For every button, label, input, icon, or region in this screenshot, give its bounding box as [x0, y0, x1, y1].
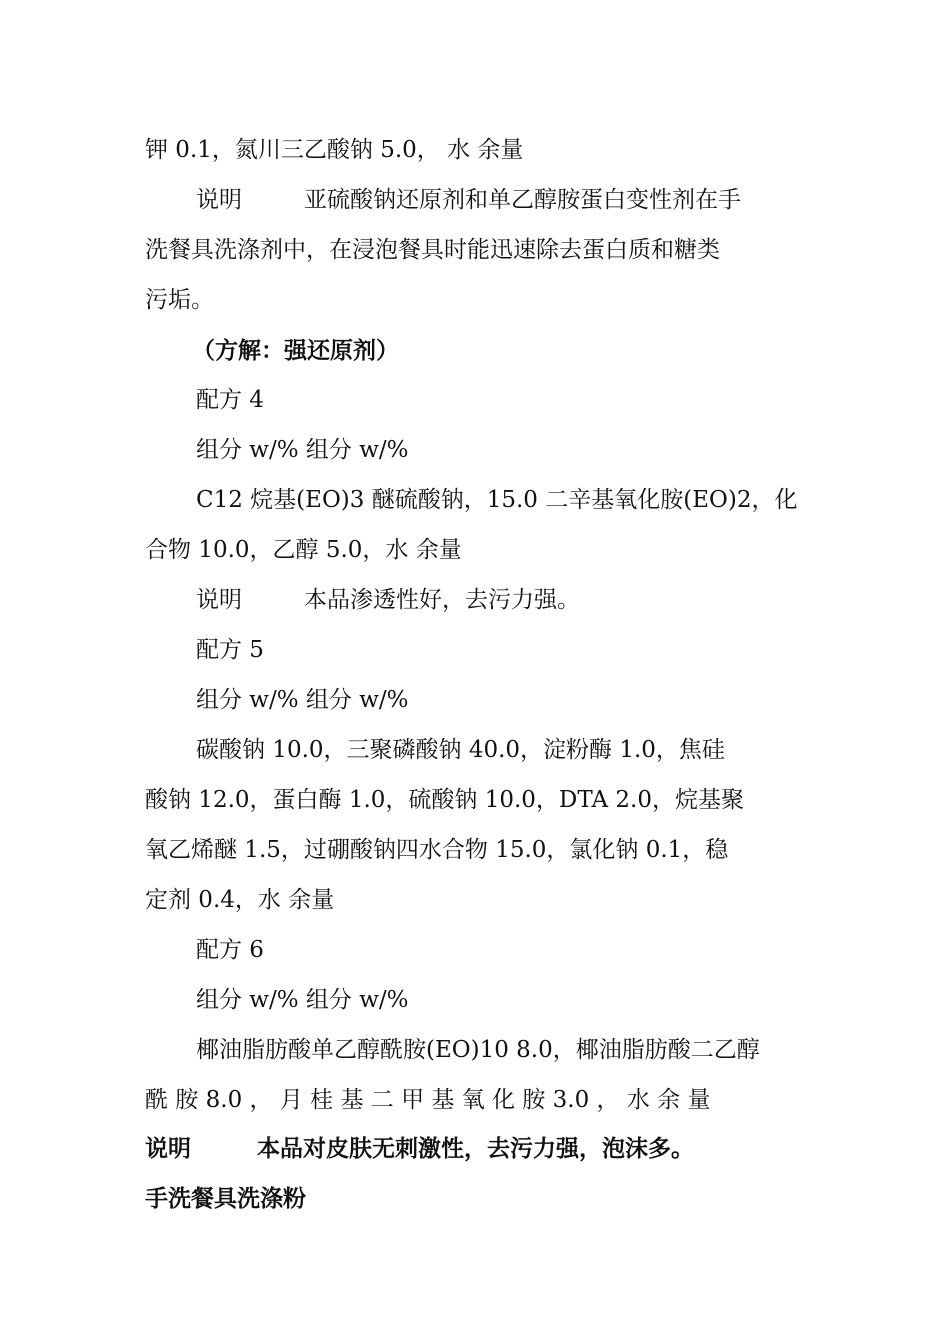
formula-heading: 配方 6: [196, 937, 264, 963]
text-line: 定剂 0.4，水 余量: [145, 887, 335, 913]
text-fragment: 本品对皮肤无刺激性，去污力强，泡沫多。: [257, 1136, 694, 1162]
text-line: 椰油脂肪酸单乙醇酰胺(EO)10 8.0，椰油脂肪酸二乙醇: [196, 1037, 760, 1063]
text-line: C12 烷基(EO)3 醚硫酸钠，15.0 二辛基氧化胺(EO)2，化: [196, 487, 798, 513]
formula-heading: 配方 5: [196, 637, 264, 663]
text-line: 酰 胺 8.0 ， 月 桂 基 二 甲 基 氧 化 胺 3.0 ， 水 余 量: [145, 1087, 711, 1113]
component-header: 组分 w/% 组分 w/%: [196, 687, 409, 713]
text-fragment: 本品渗透性好，去污力强。: [304, 587, 580, 613]
label-shuoming: 说明: [196, 587, 242, 613]
text-line: [145, 1134, 807, 1164]
section-heading: 手洗餐具洗涤粉: [145, 1186, 306, 1212]
text-line: 合物 10.0，乙醇 5.0，水 余量: [145, 537, 462, 563]
label-shuoming: 说明: [145, 1136, 191, 1162]
text-line: [196, 585, 807, 615]
label-shuoming: 说明: [196, 187, 242, 213]
section-note: （方解：强还原剂）: [192, 338, 399, 364]
component-header: 组分 w/% 组分 w/%: [196, 437, 409, 463]
text-line: 洗餐具洗涤剂中，在浸泡餐具时能迅速除去蛋白质和糖类: [145, 237, 720, 263]
text-fragment: 亚硫酸钠还原剂和单乙醇胺蛋白变性剂在手: [304, 187, 741, 213]
component-header: 组分 w/% 组分 w/%: [196, 987, 409, 1013]
formula-heading: 配方 4: [196, 387, 264, 413]
text-line: 碳酸钠 10.0，三聚磷酸钠 40.0，淀粉酶 1.0，焦硅: [196, 737, 725, 763]
text-line: 钾 0.1，氮川三乙酸钠 5.0， 水 余量: [145, 137, 524, 163]
text-line: 污垢。: [145, 287, 214, 313]
text-line: [196, 185, 807, 215]
text-line: 氧乙烯醚 1.5，过硼酸钠四水合物 15.0，氯化钠 0.1，稳: [145, 837, 729, 863]
text-line: 酸钠 12.0，蛋白酶 1.0，硫酸钠 10.0，DTA 2.0，烷基聚: [145, 787, 744, 813]
